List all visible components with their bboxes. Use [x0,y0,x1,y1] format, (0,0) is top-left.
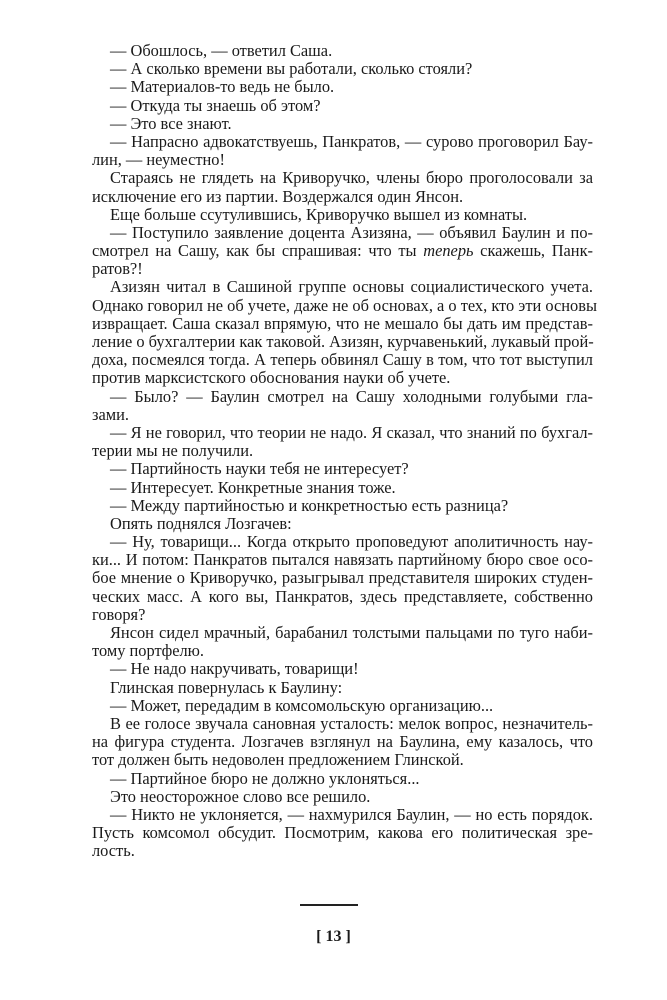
text-line: Глинская повернулась к Баулину: [110,677,343,697]
text-line: извращает. Саша сказал впрямую, что не мешало бы дать им представ- [92,313,593,333]
text-line: ление о бухгалтерии как таковой. Азизян, курчавенький, лукавый прой- [92,332,594,351]
text-line: — Ну, товарищи... Когда открыто проповедуют аполитичность нау- [110,532,593,552]
text-line: Пусть комсомол обсудит. Посмотрим, какова его политическая зре- [92,823,593,843]
text-line: доха, посмеялся тогда. А теперь обвинял Сашу в том, что тот выступил [92,350,593,370]
text-line: — Никто не уклоняется, — нахмурился Баулин, — но есть порядок. [110,804,593,824]
text-line: Это неосторожное слово все решило. [110,786,371,806]
text-line: лость. [92,841,135,861]
text-line: — Между партийностью и конкретностью есть разница? [110,495,509,515]
text-span: смотрел на Сашу, как бы спрашивая: что ты [92,241,424,261]
text-line: — Интересует. Конкретные знания тоже. [110,477,396,497]
text-line: — Это все знают. [110,113,232,133]
text-line: Янсон сидел мрачный, барабанил толстыми пальцами по туго наби- [110,623,593,642]
text-line: — Поступило заявление доцента Азизяна, — объявил Баулин и по- [110,222,593,242]
text-line: — Партийность науки тебя не интересует? [110,459,409,479]
text-line: Стараясь не глядеть на Криворучко, члены бюро проголосовали за [110,168,593,188]
text-line: тот должен быть недоволен предложением Глинской. [92,750,464,770]
text-line: — А сколько времени вы работали, сколько стояли? [110,59,473,79]
text-line: — Не надо накручивать, товарищи! [110,659,359,679]
text-line: В ее голосе звучала сановная усталость: мелок вопрос, незначитель- [110,713,593,733]
text-line: — Было? — Баулин смотрел на Сашу холодными голубыми гла- [110,386,593,406]
text-line: Опять поднялся Лозгачев: [110,513,292,533]
page-number: [ 13 ] [316,928,351,945]
text-line: Еще больше ссутулившись, Криворучко вышел из комнаты. [110,204,528,224]
italic-word: теперь [423,241,474,261]
text-line: — Я не говорил, что теории не надо. Я сказал, что знаний по бухгал- [110,422,593,442]
text-line: против марксистского обоснования науки об учете. [92,368,451,388]
body-text [92,41,597,861]
text-line: Однако говорил не об учете, даже не об основах, а о тех, кто эти основы [92,295,597,315]
text-line: зами. [92,404,129,424]
text-line: исключение его из партии. Воздержался один Янсон. [92,186,464,206]
text-line: тому портфелю. [92,641,205,661]
text-span: скажешь, Панк- [473,241,593,261]
text-line: — Партийное бюро не должно уклоняться... [110,768,420,788]
footer-rule [300,904,358,906]
text-line: ческих масс. А кого вы, Панкратов, здесь представляете, собственно [92,586,593,606]
text-line: — Может, передадим в комсомольскую организацию... [110,695,494,715]
text-line: лин, — неуместно! [92,150,225,170]
text-line: на фигура студента. Лозгачев взглянул на Баулина, ему казалось, что [92,732,593,752]
text-line: ратов?! [92,259,143,279]
text-line: бое мнение о Криворучко, разыгрывал представителя широких студен- [92,568,593,588]
text-line [92,242,593,260]
text-line: говоря? [92,604,146,624]
text-line: ки... И потом: Панкратов пытался навязать партийному бюро свое осо- [92,550,593,570]
text-line: Азизян читал в Сашиной группе основы социалистического учета. [110,277,593,297]
text-line: — Материалов-то ведь не было. [110,77,335,97]
text-line: — Напрасно адвокатствуешь, Панкратов, — сурово проговорил Бау- [110,131,593,151]
text-line: — Обошлось, — ответил Саша. [110,41,333,60]
text-line: — Откуда ты знаешь об этом? [110,95,321,115]
text-line: терии мы не получили. [92,441,254,461]
